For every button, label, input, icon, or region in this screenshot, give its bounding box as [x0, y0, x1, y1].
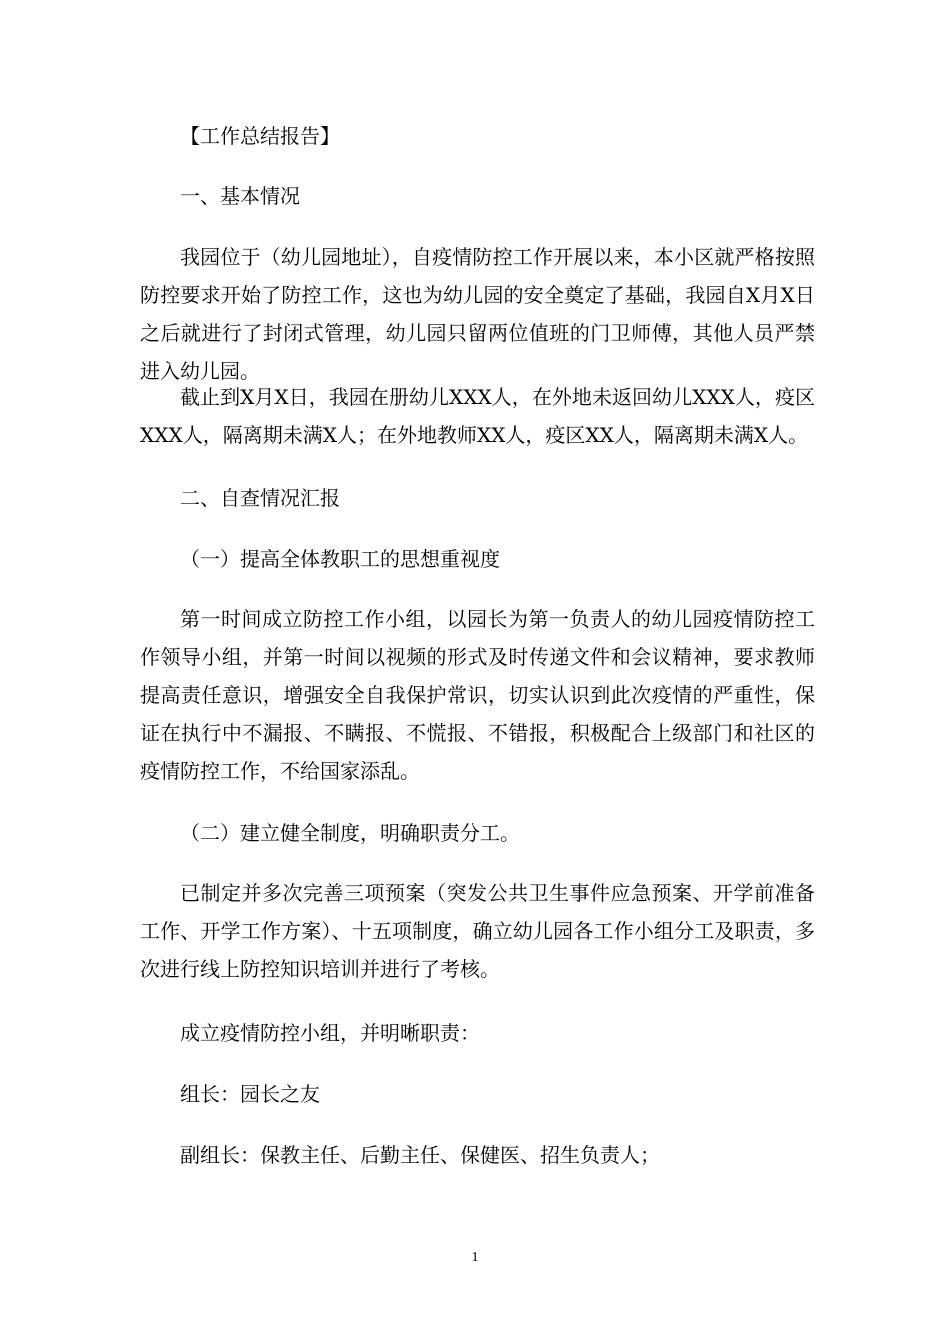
paragraph-plans: 已制定并多次完善三项预案（突发公共卫生事件应急预案、开学前准备工作、开学工作方案）、十五项制度，确立幼儿园各工作小组分工及职责，多次进行线上防控知识培训并进行了考核。 [140, 881, 815, 981]
report-title: 【工作总结报告】 [180, 124, 340, 148]
subheading-awareness: （一）提高全体教职工的思想重视度 [180, 547, 500, 571]
paragraph-location: 我园位于（幼儿园地址），自疫情防控工作开展以来，本小区就严格按照防控要求开始了防控工作，这也为幼儿园的安全奠定了基础，我园自X月X日之后就进行了封闭式管理，幼儿园只留两位值班的门卫师傅，其他人员严禁进入幼儿园。 [140, 245, 815, 383]
subheading-systems: （二）建立健全制度，明确职责分工。 [180, 821, 520, 845]
section-heading-self-inspection: 二、自查情况汇报 [180, 486, 340, 510]
paragraph-working-group: 第一时间成立防控工作小组，以园长为第一负责人的幼儿园疫情防控工作领导小组，并第一时间以视频的形式及时传递文件和会议精神，要求教师提高责任意识，增强安全自我保护常识，切实认识到此次疫情的严重性，保证在执行中不漏报、不瞒报、不慌报、不错报，积极配合上级部门和社区的疫情防控工作，不给国家添乱。 [140, 607, 815, 783]
paragraph-statistics: 截止到X月X日，我园在册幼儿XXX人，在外地未返回幼儿XXX人，疫区XXX人，隔离期未满X人；在外地教师XX人，疫区XX人，隔离期未满X人。 [140, 385, 815, 447]
paragraph-deputy-leader: 副组长：保教主任、后勤主任、保健医、招生负责人； [180, 1143, 660, 1167]
paragraph-group-setup: 成立疫情防控小组，并明晰职责： [180, 1021, 480, 1045]
paragraph-leader: 组长：园长之友 [180, 1082, 320, 1106]
section-heading-basic-situation: 一、基本情况 [180, 184, 300, 208]
page-number: 1 [471, 1250, 479, 1265]
